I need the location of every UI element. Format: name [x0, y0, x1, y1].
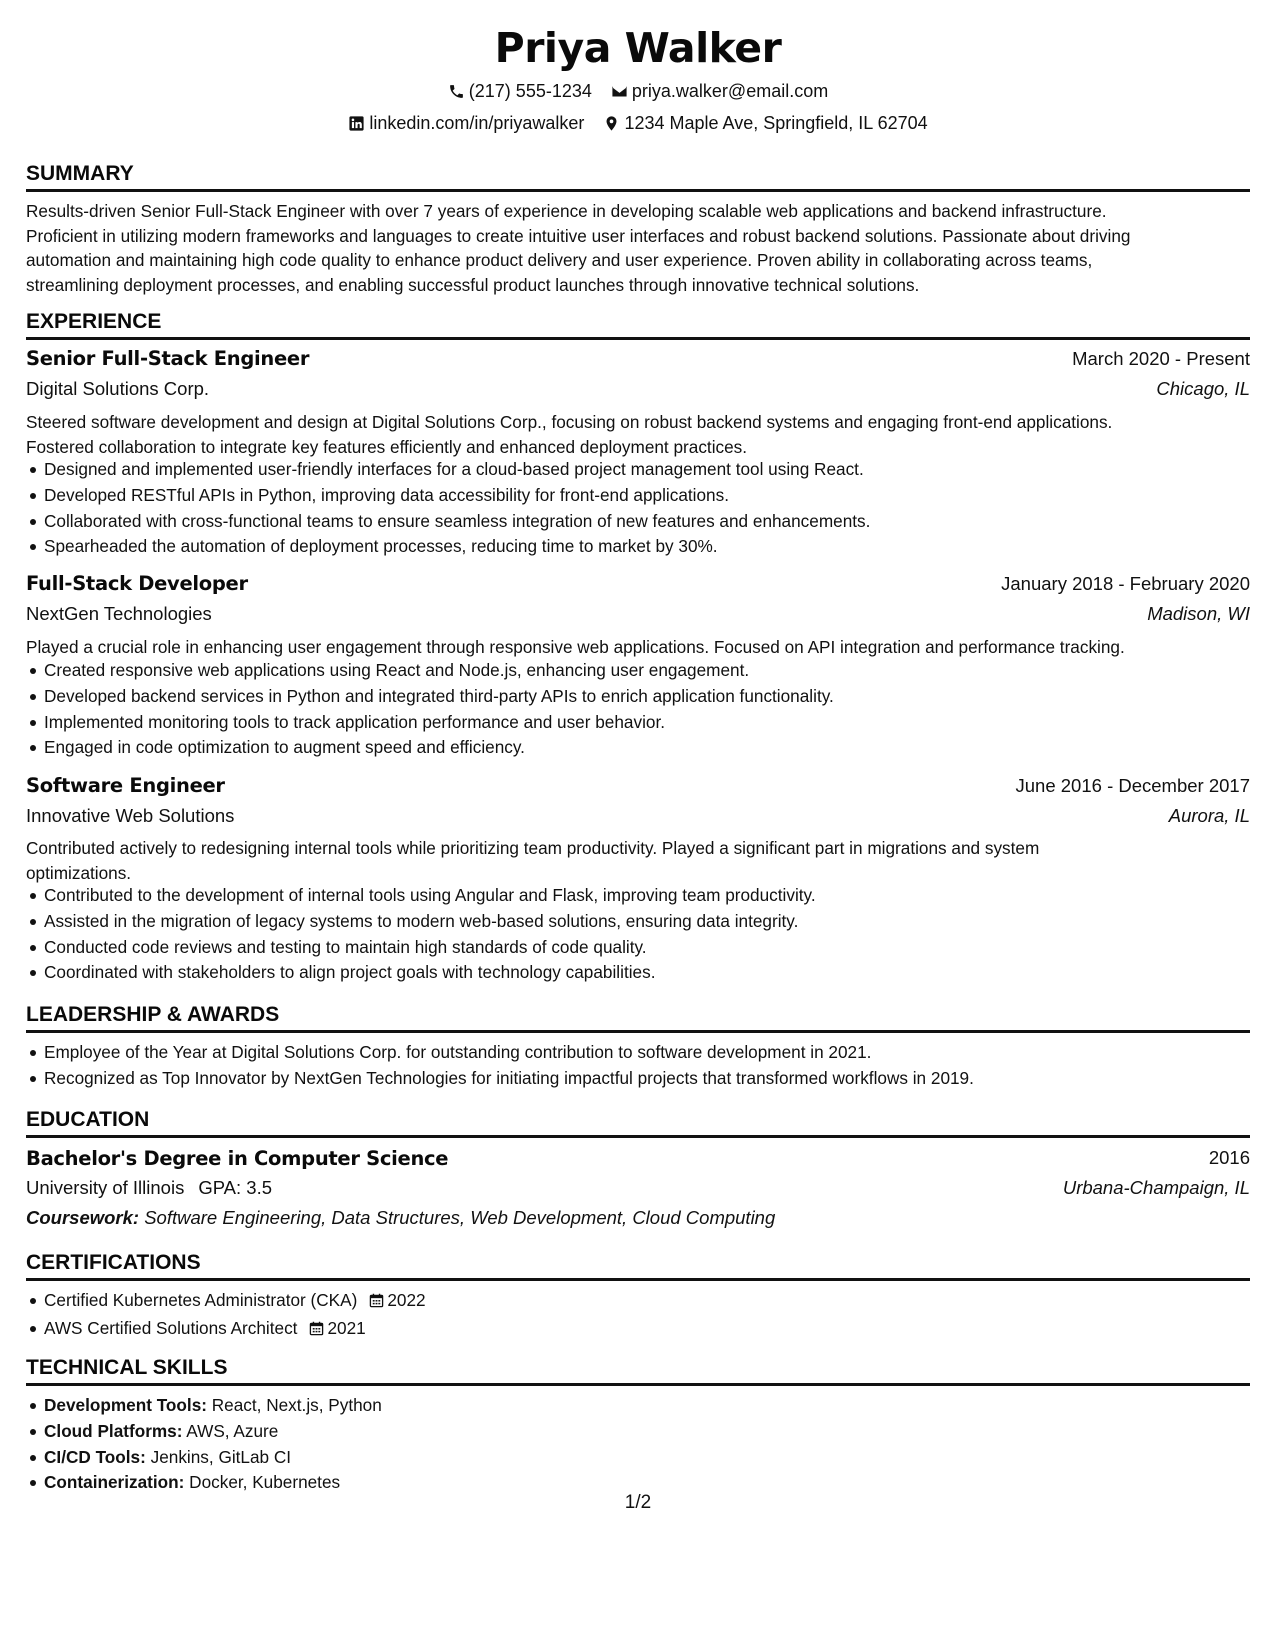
job-description — [26, 635, 1250, 660]
job-title: Senior Full-Stack Engineer — [26, 347, 310, 370]
gpa: GPA: 3.5 — [198, 1177, 273, 1198]
contact-linkedin[interactable] — [348, 111, 584, 135]
job-title: Software Engineer — [26, 774, 225, 797]
job-company: Innovative Web Solutions — [26, 805, 235, 826]
skill-value: React, Next.js, Python — [211, 1395, 382, 1415]
contact-row-secondary — [26, 111, 1250, 138]
skill-value: Docker, Kubernetes — [189, 1472, 341, 1493]
job-dates: March 2020 - Present — [1072, 348, 1250, 369]
skill-item — [44, 1419, 1268, 1445]
skill-label: Cloud Platforms: — [44, 1420, 183, 1441]
summary-line: automation and maintaining high code quality to enhance product delivery and user experience. Proven ability in collaborating across teams, — [26, 250, 1093, 270]
certification-year: 2021 — [327, 1317, 366, 1338]
job-dates: January 2018 - February 2020 — [1001, 573, 1250, 594]
list-item: Implemented monitoring tools to track application performance and user behavior. — [44, 710, 1268, 736]
skill-item — [44, 1445, 1268, 1471]
graduation-year: 2016 — [1208, 1147, 1250, 1168]
certification-item — [44, 1288, 1268, 1316]
job-title: Full-Stack Developer — [26, 572, 248, 595]
skill-value: AWS, Azure — [186, 1420, 279, 1441]
contact-address — [603, 111, 927, 135]
calendar-icon — [369, 1290, 384, 1316]
certification-item — [44, 1316, 1268, 1344]
map-pin-icon — [603, 115, 620, 132]
envelope-icon — [611, 83, 628, 100]
description-line: Contributed actively to redesigning internal tools while prioritizing team productivity. Played a significant part in migrations and system — [26, 838, 1040, 858]
school-location: Urbana-Champaign, IL — [1062, 1177, 1250, 1198]
phone-icon — [448, 83, 465, 100]
job-dates: June 2016 - December 2017 — [1015, 775, 1250, 796]
job-description — [26, 410, 1250, 459]
description-line: optimizations. — [26, 862, 132, 883]
job-company: NextGen Technologies — [26, 603, 212, 624]
job-bullets — [26, 658, 1268, 761]
school-line — [26, 1175, 272, 1201]
list-item: Coordinated with stakeholders to align project goals with technology capabilities. — [44, 960, 1268, 986]
certification-name: Certified Kubernetes Administrator (CKA) — [44, 1290, 358, 1310]
summary-paragraph — [26, 199, 1250, 297]
candidate-name: Priya Walker — [494, 24, 782, 72]
coursework-label: Coursework: — [26, 1207, 140, 1228]
list-item: Conducted code reviews and testing to maintain high standards of code quality. — [44, 935, 1268, 961]
skill-item — [44, 1393, 1268, 1419]
coursework — [26, 1205, 775, 1231]
list-item: Recognized as Top Innovator by NextGen Technologies for initiating impactful projects that transformed workflows in 2019. — [44, 1066, 1268, 1092]
school-name: University of Illinois — [26, 1177, 185, 1198]
certification-list — [26, 1288, 1268, 1344]
coursework-list: Software Engineering, Data Structures, Web Development, Cloud Computing — [144, 1207, 776, 1228]
section-title-education: EDUCATION — [26, 1106, 1250, 1138]
linkedin-text: linkedin.com/in/priyawalker — [369, 113, 585, 133]
leadership-bullets — [26, 1040, 1268, 1092]
job-location: Chicago, IL — [1156, 378, 1250, 399]
list-item: Engaged in code optimization to augment speed and efficiency. — [44, 735, 1268, 761]
skill-label: Containerization: — [44, 1472, 185, 1493]
description-line: Fostered collaboration to integrate key features efficiently and enhanced deployment practices. — [26, 436, 748, 457]
list-item: Assisted in the migration of legacy systems to modern web-based solutions, ensuring data integrity. — [44, 909, 1268, 935]
phone-text: (217) 555-1234 — [468, 81, 592, 101]
job-location: Aurora, IL — [1168, 805, 1250, 826]
section-title-leadership: LEADERSHIP & AWARDS — [26, 1001, 1250, 1033]
section-title-summary: SUMMARY — [26, 160, 1250, 192]
linkedin-icon — [348, 115, 365, 132]
degree: Bachelor's Degree in Computer Science — [26, 1147, 449, 1170]
skill-value: Jenkins, GitLab CI — [150, 1446, 292, 1467]
list-item: Designed and implemented user-friendly interfaces for a cloud-based project management tool using React. — [44, 457, 1268, 483]
description-line: Steered software development and design at Digital Solutions Corp., focusing on robust backend systems and engaging front-end applications. — [26, 412, 1113, 432]
list-item: Spearheaded the automation of deployment processes, reducing time to market by 30%. — [44, 534, 1268, 560]
list-item: Created responsive web applications using React and Node.js, enhancing user engagement. — [44, 658, 1268, 684]
list-item: Contributed to the development of internal tools using Angular and Flask, improving team productivity. — [44, 883, 1268, 909]
skill-label: CI/CD Tools: — [44, 1446, 146, 1467]
contact-email[interactable] — [611, 79, 828, 103]
job-company: Digital Solutions Corp. — [26, 378, 210, 399]
summary-line: streamlining deployment processes, and enabling successful product launches through innovative technical solutions. — [26, 274, 920, 295]
job-bullets — [26, 457, 1268, 560]
list-item: Collaborated with cross-functional teams to ensure seamless integration of new features and enhancements. — [44, 509, 1268, 535]
page-number: 1/2 — [624, 1492, 652, 1513]
skill-label: Development Tools: — [44, 1395, 207, 1415]
section-title-experience: EXPERIENCE — [26, 308, 1250, 340]
summary-line: Results-driven Senior Full-Stack Engineer with over 7 years of experience in developing scalable web applications and backend infrastructure. — [26, 201, 1107, 221]
email-text: priya.walker@email.com — [631, 81, 829, 101]
section-title-certifications: CERTIFICATIONS — [26, 1249, 1250, 1281]
description-line: Played a crucial role in enhancing user engagement through responsive web applications. Focused on API integration and performance tracking. — [26, 637, 1125, 657]
summary-line: Proficient in utilizing modern frameworks and languages to create intuitive user interfaces and robust backend solutions. Passionate about driving — [26, 225, 1131, 246]
calendar-icon — [309, 1318, 324, 1344]
job-bullets — [26, 883, 1268, 986]
skills-list — [26, 1393, 1268, 1496]
contact-phone — [448, 79, 592, 103]
list-item: Employee of the Year at Digital Solutions Corp. for outstanding contribution to software development in 2021. — [44, 1040, 1268, 1066]
job-description — [26, 836, 1250, 885]
section-title-skills: TECHNICAL SKILLS — [26, 1354, 1250, 1386]
list-item: Developed backend services in Python and integrated third-party APIs to enrich application functionality. — [44, 684, 1268, 710]
certification-name: AWS Certified Solutions Architect — [44, 1317, 298, 1338]
job-location: Madison, WI — [1147, 603, 1250, 624]
contact-row-primary — [26, 79, 1250, 106]
list-item: Developed RESTful APIs in Python, improving data accessibility for front-end applications. — [44, 483, 1268, 509]
address-text: 1234 Maple Ave, Springfield, IL 62704 — [624, 113, 928, 133]
certification-year: 2022 — [387, 1290, 426, 1310]
